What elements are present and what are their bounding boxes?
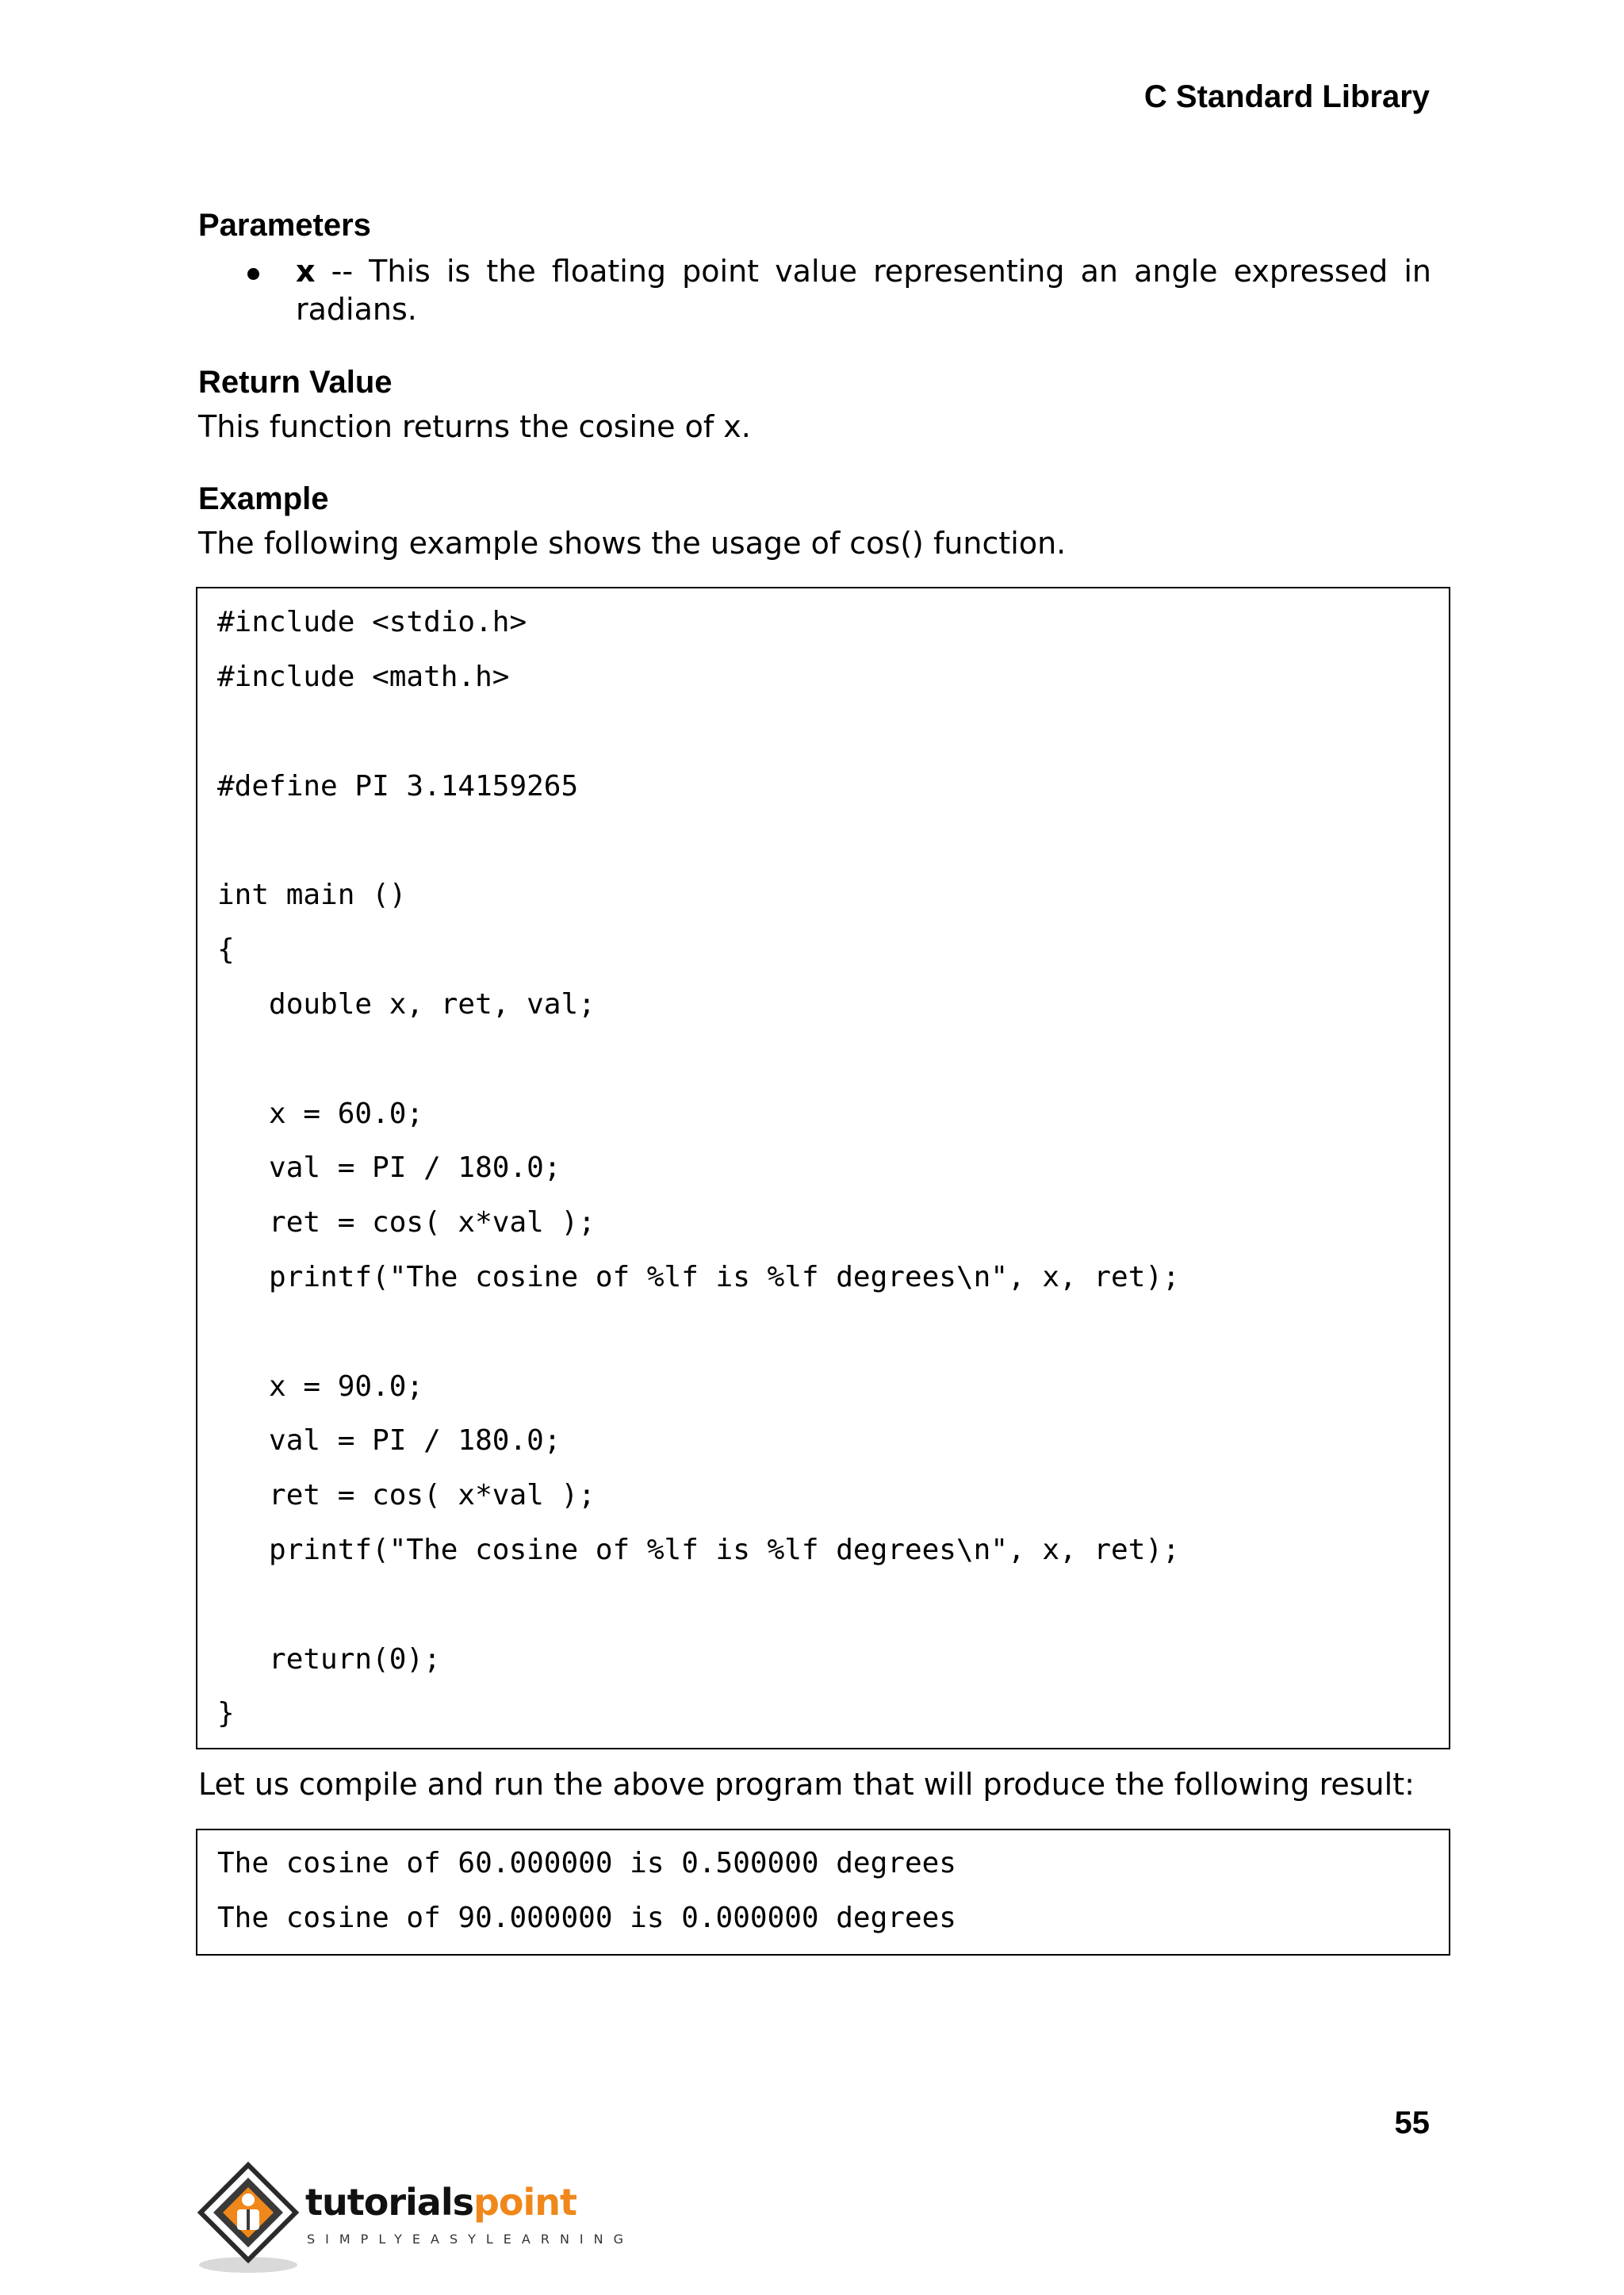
code-line: { [217, 933, 235, 966]
output-block [196, 1829, 1450, 1956]
return-value-heading: Return Value [198, 365, 393, 400]
code-line: ret = cos( x*val ); [217, 1206, 596, 1239]
code-line: ret = cos( x*val ); [217, 1479, 596, 1511]
example-intro-text: The following example shows the usage of cos() function. [198, 526, 1067, 561]
logo-word-tutorials: tutorials [305, 2181, 473, 2224]
code-line: #include <stdio.h> [217, 606, 527, 638]
parameter-name: x [296, 254, 316, 289]
code-block [196, 587, 1450, 1749]
code-line: int main () [217, 879, 407, 911]
parameter-text: -- This is the floating point value representing an angle expressed in radians. [296, 254, 1431, 327]
logo-tagline: SIMPLYEASYLEARNING [307, 2232, 634, 2247]
code-line: x = 90.0; [217, 1370, 424, 1403]
code-line: #define PI 3.14159265 [217, 770, 579, 803]
bullet-icon [247, 268, 259, 280]
code-line: printf("The cosine of %lf is %lf degrees\n", x, ret); [217, 1534, 1180, 1566]
logo-emblem-icon [194, 2157, 305, 2276]
running-header: C Standard Library [1143, 79, 1430, 114]
parameter-description [296, 252, 1431, 328]
code-line: double x, ret, val; [217, 988, 596, 1021]
parameter-list-item [198, 252, 1431, 339]
example-heading: Example [198, 481, 329, 516]
code-line: } [217, 1697, 235, 1730]
result-intro-text: Let us compile and run the above program that will produce the following result: [198, 1767, 1415, 1802]
code-line: val = PI / 180.0; [217, 1151, 561, 1184]
code-line: val = PI / 180.0; [217, 1424, 561, 1457]
code-line: x = 60.0; [217, 1098, 424, 1130]
logo-wordmark [305, 2181, 576, 2224]
code-line: return(0); [217, 1643, 441, 1676]
parameters-heading: Parameters [198, 208, 371, 243]
tutorialspoint-logo [194, 2157, 634, 2276]
output-line: The cosine of 60.000000 is 0.500000 degrees [217, 1847, 956, 1879]
output-line: The cosine of 90.000000 is 0.000000 degrees [217, 1902, 956, 1934]
page-number: 55 [1394, 2105, 1430, 2140]
return-value-text: This function returns the cosine of x. [198, 409, 751, 444]
code-line: printf("The cosine of %lf is %lf degrees\n", x, ret); [217, 1261, 1180, 1293]
logo-word-point: point [473, 2181, 577, 2224]
code-line: #include <math.h> [217, 661, 510, 693]
